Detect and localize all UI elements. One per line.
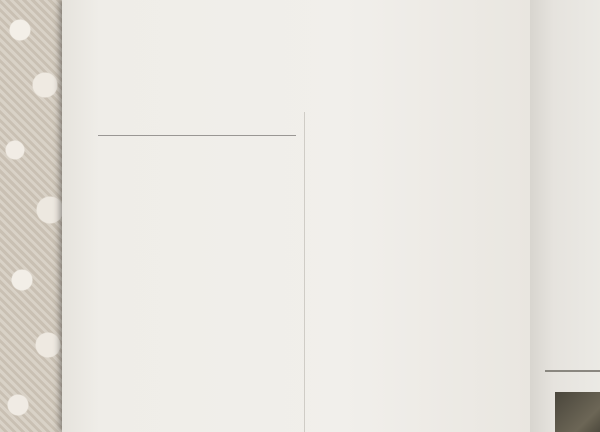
adjacent-page <box>530 0 600 432</box>
newspaper-page <box>62 0 532 432</box>
column-separator <box>304 112 305 432</box>
side-photo <box>555 392 600 432</box>
lace-tablecloth <box>0 0 70 432</box>
side-rule <box>545 370 600 372</box>
headline <box>140 6 470 56</box>
rubric-rule <box>98 135 296 136</box>
